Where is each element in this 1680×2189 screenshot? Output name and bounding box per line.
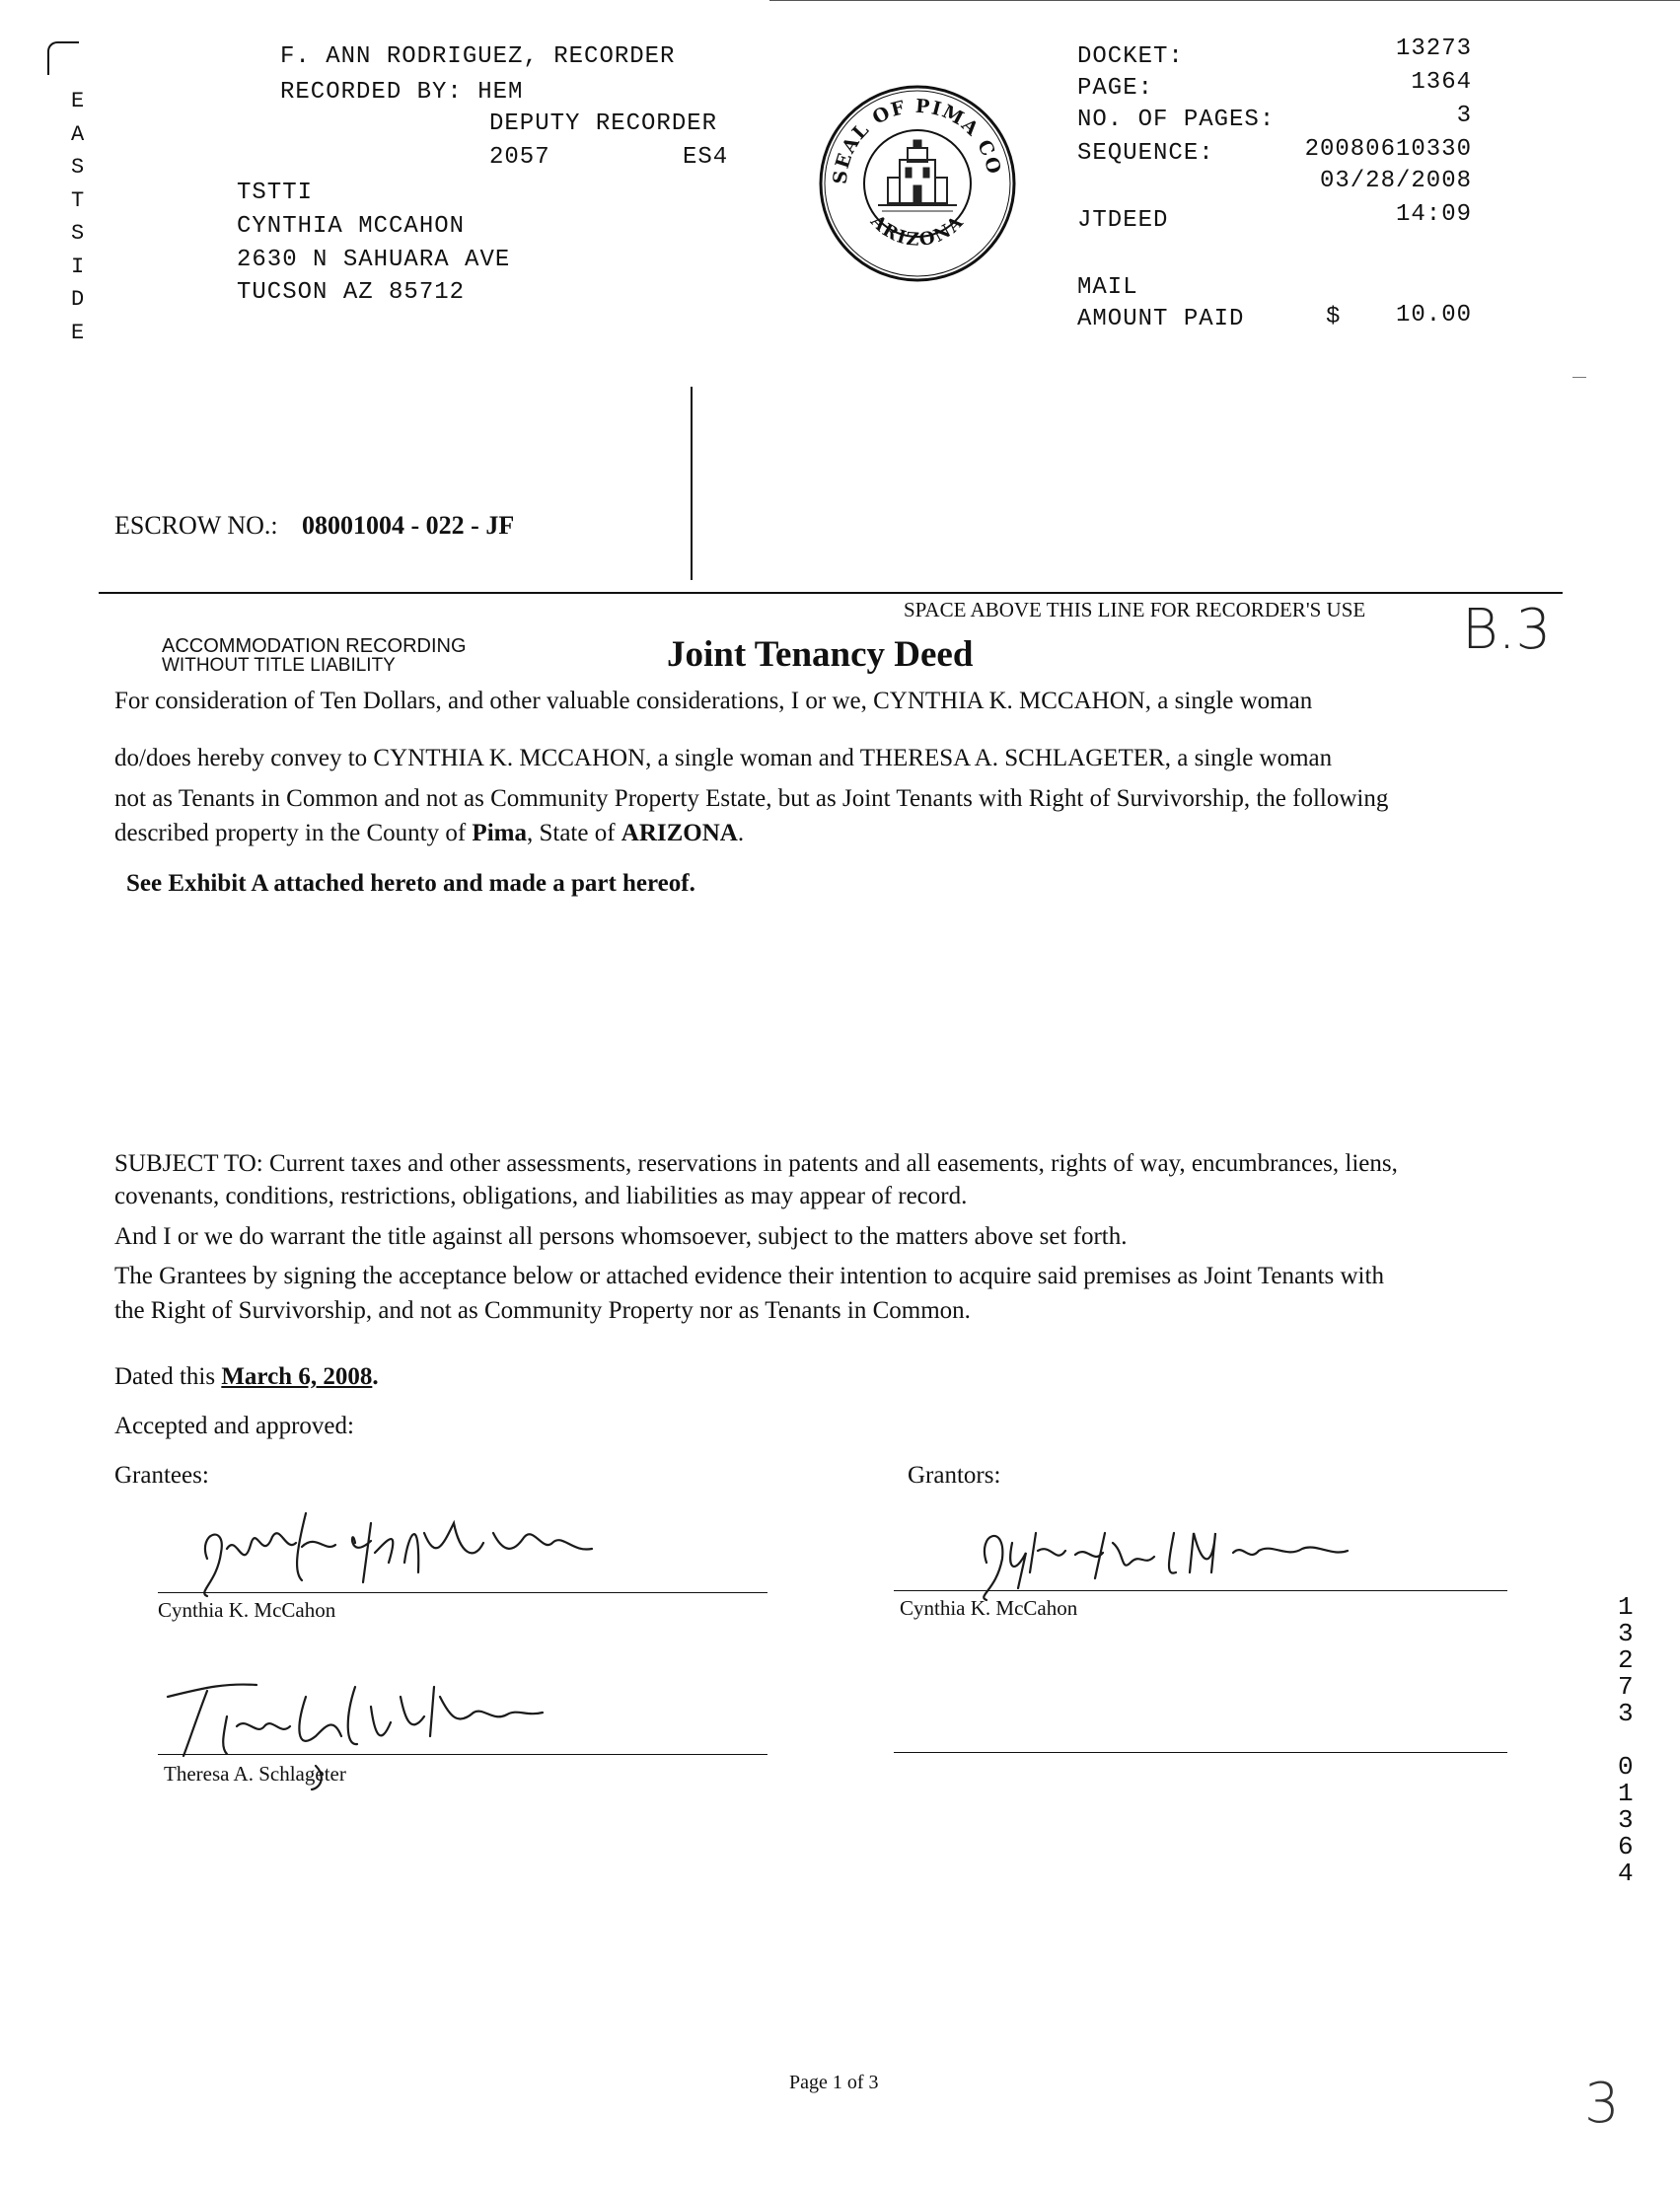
office-letter: T	[71, 187, 86, 213]
seal-building-icon	[878, 140, 957, 211]
side-stamp-char	[1618, 1727, 1647, 1754]
grantee-1-signature-line	[158, 1592, 767, 1593]
top-edge-line	[769, 0, 1680, 1]
office-letter: I	[71, 254, 86, 279]
side-stamp-char: 3	[1618, 1699, 1635, 1728]
side-stamp-char: 7	[1618, 1672, 1635, 1702]
pages-label: NO. OF PAGES:	[1077, 107, 1276, 133]
docket-value: 13273	[1395, 36, 1472, 62]
page-footer: Page 1 of 3	[789, 2072, 879, 2093]
exhibit-reference: See Exhibit A attached hereto and made a part hereof.	[126, 870, 695, 897]
recorder-use-note: SPACE ABOVE THIS LINE FOR RECORDER'S USE	[904, 598, 1366, 621]
state-name: ARIZONA	[621, 820, 738, 846]
seal-bottom-text: ARIZONA	[866, 210, 969, 252]
grantor-1-name: Cynthia K. McCahon	[900, 1596, 1078, 1620]
accommodation-line-1: ACCOMMODATION RECORDING	[162, 635, 467, 657]
corner-mark: 3	[1584, 2072, 1620, 2136]
dated-line	[114, 1363, 379, 1391]
grantee-1-signature	[178, 1494, 691, 1602]
return-company: TSTTI	[237, 180, 314, 206]
subject-to-line-2: covenants, conditions, restrictions, obligations, and liabilities as may appear of record.	[114, 1183, 968, 1209]
side-stamp	[1618, 1594, 1647, 1887]
recorded-by: RECORDED BY: HEM	[280, 79, 524, 106]
return-street: 2630 N SAHUARA AVE	[237, 247, 511, 273]
office-letter: S	[71, 221, 86, 246]
stray-mark	[1572, 377, 1586, 378]
side-stamp-char: 3	[1618, 1619, 1635, 1648]
tenancy-clause-line-2	[114, 820, 744, 847]
side-stamp-char: 2	[1618, 1645, 1635, 1675]
grantees-label: Grantees:	[114, 1462, 209, 1489]
currency-symbol: $	[1326, 304, 1342, 330]
consideration-clause: For consideration of Ten Dollars, and other valuable considerations, I or we, CYNTHIA K. MCCAHON, a single woman	[114, 688, 1313, 714]
office-letter: S	[71, 155, 86, 180]
page-label: PAGE:	[1077, 75, 1154, 102]
tenancy-clause-line-1: not as Tenants in Common and not as Community Property Estate, but as Joint Tenants with Right of Survivorship, the following	[114, 785, 1389, 812]
grantee-2-name: Theresa A. Schlageter	[164, 1762, 346, 1786]
delivery-method: MAIL	[1077, 274, 1138, 301]
office-letters	[71, 85, 91, 349]
escrow-label: ESCROW NO.:	[114, 511, 278, 540]
side-stamp-char: 1	[1618, 1779, 1635, 1808]
state-prefix: , State of	[526, 820, 621, 846]
recorder-name: F. ANN RODRIGUEZ, RECORDER	[280, 43, 676, 70]
escrow-number: 08001004 - 022 - JF	[302, 511, 515, 540]
property-text: described property in the County of	[114, 820, 473, 846]
amount-value: 10.00	[1395, 302, 1472, 328]
grantors-label: Grantors:	[908, 1462, 1001, 1489]
handwritten-mark: B.3	[1462, 598, 1552, 662]
subject-to-line-1: SUBJECT TO: Current taxes and other assessments, reservations in patents and all easements, rights of way, encumbrances, liens,	[114, 1150, 1398, 1177]
return-city: TUCSON AZ 85712	[237, 279, 466, 306]
page-value: 1364	[1411, 69, 1472, 96]
recorder-code-1: 2057	[489, 144, 550, 171]
record-date: 03/28/2008	[1319, 168, 1472, 194]
side-stamp-char: 4	[1618, 1859, 1635, 1888]
corner-bracket	[47, 41, 79, 75]
property-period: .	[737, 820, 745, 846]
recorder-code-2: ES4	[683, 144, 729, 171]
office-letter: A	[71, 121, 86, 147]
document-type: JTDEED	[1077, 207, 1169, 234]
accommodation-line-2: WITHOUT TITLE LIABILITY	[162, 655, 396, 672]
document-title: Joint Tenancy Deed	[667, 634, 974, 675]
side-stamp-char: 1	[1618, 1592, 1635, 1622]
grantee-intent-line-2: the Right of Survivorship, and not as Community Property nor as Tenants in Common.	[114, 1297, 971, 1324]
pages-value: 3	[1456, 103, 1472, 129]
grantee-1-name: Cynthia K. McCahon	[158, 1598, 336, 1622]
side-stamp-char: 0	[1618, 1752, 1635, 1782]
office-letter: E	[71, 89, 86, 113]
deputy-recorder: DEPUTY RECORDER	[489, 110, 718, 137]
side-stamp-char: 6	[1618, 1832, 1635, 1861]
county-seal	[817, 83, 1018, 284]
return-name: CYNTHIA MCCAHON	[237, 213, 466, 240]
escrow-divider	[691, 387, 693, 580]
grantee-2-signature-line	[158, 1754, 767, 1755]
grantor-1-signature-line	[894, 1590, 1507, 1591]
sequence-value: 20080610330	[1304, 136, 1472, 163]
office-letter: D	[71, 287, 86, 312]
docket-label: DOCKET:	[1077, 43, 1184, 70]
record-time: 14:09	[1395, 201, 1472, 228]
conveyance-clause: do/does hereby convey to CYNTHIA K. MCCAHON, a single woman and THERESA A. SCHLAGETER, a single woman	[114, 745, 1333, 771]
sequence-label: SEQUENCE:	[1077, 140, 1214, 167]
amount-label: AMOUNT PAID	[1077, 306, 1245, 332]
dated-suffix: .	[372, 1363, 379, 1390]
warranty-clause: And I or we do warrant the title against all persons whomsoever, subject to the matters above set forth.	[114, 1223, 1128, 1250]
office-letter: E	[71, 320, 86, 345]
side-stamp-char: 3	[1618, 1805, 1635, 1835]
grantee-intent-line-1: The Grantees by signing the acceptance below or attached evidence their intention to acquire said premises as Joint Tenants with	[114, 1263, 1384, 1289]
dated-prefix: Dated this	[114, 1363, 222, 1390]
county-name: Pima	[472, 820, 527, 846]
accepted-approved: Accepted and approved:	[114, 1413, 354, 1439]
grantor-1-signature	[957, 1503, 1430, 1602]
dated-date: March 6, 2008	[221, 1363, 373, 1390]
seal-top-text: SEAL OF PIMA CO	[829, 95, 1005, 185]
recorder-use-line	[99, 592, 1563, 594]
grantor-2-signature-line	[894, 1752, 1507, 1753]
